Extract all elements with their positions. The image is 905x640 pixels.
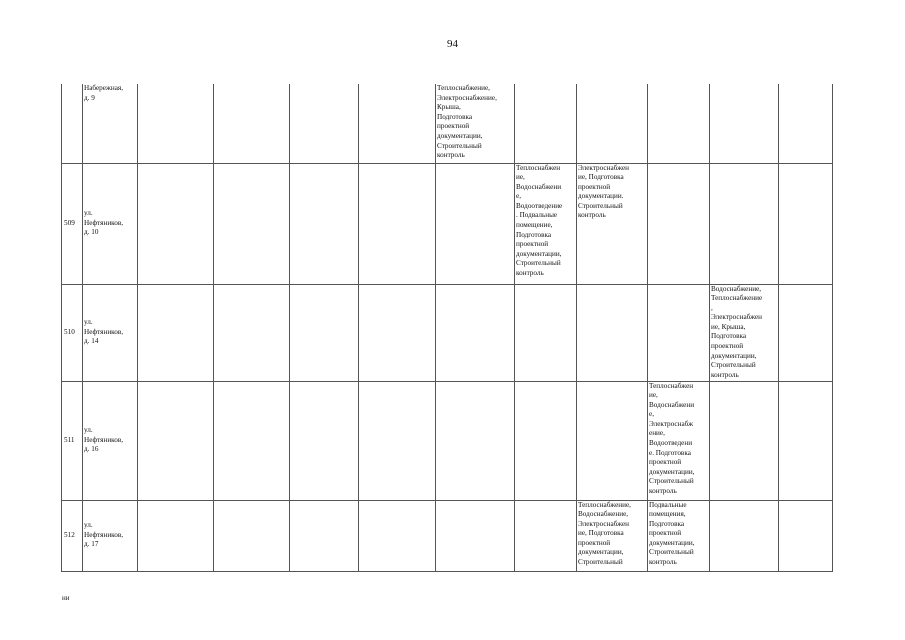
work-cell xyxy=(436,500,515,571)
work-description: Теплоснабжение, Электроснабжение, Крыша, Подготовка проектной документации, Строительный контроль xyxy=(437,84,497,160)
work-cell xyxy=(648,84,710,163)
work-cell xyxy=(515,163,577,284)
address-cell xyxy=(83,84,138,163)
address-text: ул. Нефтяников, д. 17 xyxy=(84,521,124,549)
address-text: Набережная, д. 9 xyxy=(84,84,124,102)
work-cell xyxy=(138,163,214,284)
address-cell xyxy=(83,381,138,500)
work-cell xyxy=(138,284,214,381)
work-cell xyxy=(648,381,710,500)
row-number: 510 xyxy=(62,284,83,381)
work-cell xyxy=(648,500,710,571)
work-cell xyxy=(214,84,290,163)
work-cell xyxy=(359,284,436,381)
work-cell xyxy=(779,381,833,500)
work-cell xyxy=(359,163,436,284)
work-cell xyxy=(214,381,290,500)
table-row xyxy=(62,284,833,381)
page-number: 94 xyxy=(447,38,458,50)
work-description: Электроснабжен ие, Подготовка проектной документации. Строительный контроль xyxy=(578,163,630,220)
work-cell xyxy=(779,163,833,284)
table-row xyxy=(62,163,833,284)
work-cell xyxy=(290,500,359,571)
work-cell xyxy=(290,163,359,284)
work-cell xyxy=(214,163,290,284)
work-cell xyxy=(648,284,710,381)
work-cell xyxy=(515,84,577,163)
work-description: Теплоснабжен ие, Водоснабжени е, Электроснабж ение, Водоотведени е. Подготовка проектной документации, Строительный контроль xyxy=(649,381,695,496)
work-cell xyxy=(359,381,436,500)
work-cell xyxy=(577,500,648,571)
work-cell xyxy=(359,84,436,163)
work-cell xyxy=(515,381,577,500)
footer-mark: ни xyxy=(62,594,70,602)
work-description: Теплоснабжение, Водоснабжение, Электроснабжен ие, Подготовка проектной документации, Строительный xyxy=(578,500,631,567)
work-cell xyxy=(138,381,214,500)
row-number: 509 xyxy=(62,163,83,284)
work-cell xyxy=(290,284,359,381)
work-cell xyxy=(577,84,648,163)
work-cell xyxy=(710,284,779,381)
work-cell xyxy=(436,284,515,381)
work-cell xyxy=(710,381,779,500)
address-cell xyxy=(83,500,138,571)
work-cell xyxy=(779,84,833,163)
work-cell xyxy=(577,381,648,500)
work-description: Подвальные помещения, Подготовка проектной документации, Строительный контроль xyxy=(649,500,695,567)
work-cell xyxy=(710,84,779,163)
work-cell xyxy=(214,500,290,571)
work-cell xyxy=(648,163,710,284)
row-number: 511 xyxy=(62,381,83,500)
table-row xyxy=(62,500,833,571)
table-row xyxy=(62,84,833,163)
work-cell xyxy=(515,284,577,381)
row-number: 512 xyxy=(62,500,83,571)
address-text: ул. Нефтяников, д. 10 xyxy=(84,209,124,237)
work-description: Водоснабжение, Теплоснабжение , Электроснабжен ие, Крыша, Подготовка проектной документации, Строительный контроль xyxy=(711,284,763,379)
work-cell xyxy=(779,284,833,381)
table-row xyxy=(62,381,833,500)
work-cell xyxy=(290,84,359,163)
work-cell xyxy=(436,84,515,163)
works-schedule-table xyxy=(61,84,833,572)
work-cell xyxy=(779,500,833,571)
work-cell xyxy=(515,500,577,571)
work-cell xyxy=(436,163,515,284)
address-text: ул. Нефтяников, д. 14 xyxy=(84,318,124,346)
work-cell xyxy=(577,163,648,284)
work-description: Теплоснабжен ие, Водоснабжени е, Водоотведение . Подвальные помещение, Подготовка проектной документации, Строительный контроль xyxy=(516,163,563,278)
row-number xyxy=(62,84,83,163)
address-text: ул. Нефтяников, д. 16 xyxy=(84,426,124,454)
work-cell xyxy=(577,284,648,381)
address-cell xyxy=(83,284,138,381)
work-cell xyxy=(710,500,779,571)
work-cell xyxy=(290,381,359,500)
work-cell xyxy=(359,500,436,571)
work-cell xyxy=(710,163,779,284)
work-cell xyxy=(138,500,214,571)
address-cell xyxy=(83,163,138,284)
work-cell xyxy=(436,381,515,500)
work-cell xyxy=(214,284,290,381)
work-cell xyxy=(138,84,214,163)
